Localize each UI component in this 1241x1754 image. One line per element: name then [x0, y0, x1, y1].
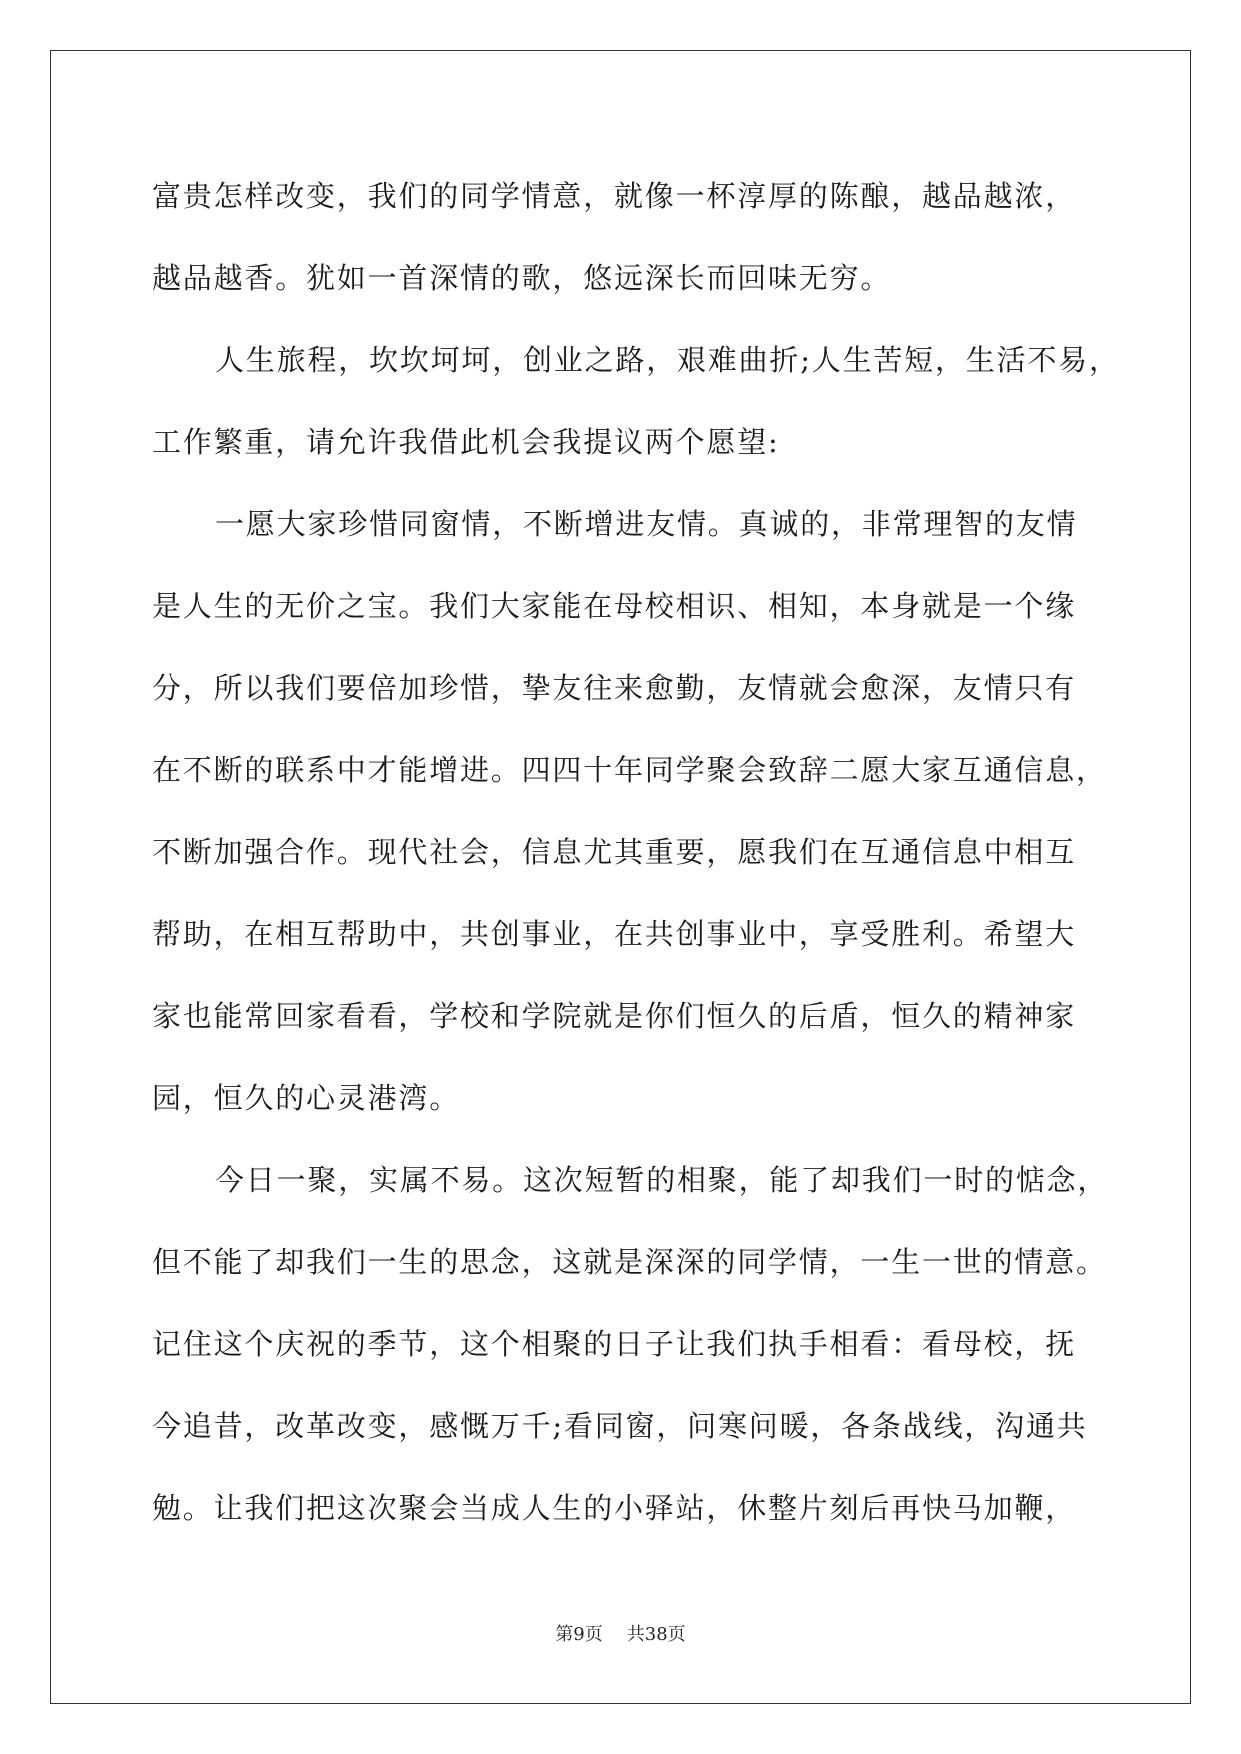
text-line: 富贵怎样改变，我们的同学情意，就像一杯淳厚的陈酿，越品越浓，: [152, 179, 1077, 213]
paragraph-start: 一愿大家珍惜同窗情，不断增进友情。真诚的，非常理智的友情: [215, 507, 1078, 541]
text-line: 工作繁重，请允许我借此机会我提议两个愿望:: [152, 425, 780, 459]
text-line: 帮助，在相互帮助中，共创事业，在共创事业中，享受胜利。希望大: [152, 917, 1077, 951]
paragraph-start: 人生旅程，坎坎坷坷，创业之路，艰难曲折;人生苦短，生活不易，: [215, 343, 1120, 377]
text-line: 今追昔，改革改变，感慨万千;看同窗，问寒问暖，各条战线，沟通共: [152, 1409, 1088, 1443]
paragraph-start: 今日一聚，实属不易。这次短暂的相聚，能了却我们一时的惦念，: [215, 1163, 1109, 1197]
page-footer: [0, 1620, 1241, 1646]
total-page-count: 共38页: [626, 1624, 686, 1645]
text-line: 但不能了却我们一生的思念，这就是深深的同学情，一生一世的情意。: [152, 1245, 1107, 1279]
text-line: 不断加强合作。现代社会，信息尤其重要，愿我们在互通信息中相互: [152, 835, 1077, 869]
text-line: 记住这个庆祝的季节，这个相聚的日子让我们执手相看：看母校，抚: [152, 1327, 1077, 1361]
text-line: 越品越香。犹如一首深情的歌，悠远深长而回味无穷。: [152, 261, 892, 295]
current-page-number: 第9页: [555, 1624, 603, 1645]
document-body: [152, 155, 1120, 1549]
text-line: 在不断的联系中才能增进。四四十年同学聚会致辞二愿大家互通信息，: [152, 753, 1107, 787]
text-line: 是人生的无价之宝。我们大家能在母校相识、相知，本身就是一个缘: [152, 589, 1077, 623]
text-line: 园，恒久的心灵港湾。: [152, 1081, 461, 1115]
text-line: 勉。让我们把这次聚会当成人生的小驿站，休整片刻后再快马加鞭，: [152, 1491, 1077, 1525]
text-line: 家也能常回家看看，学校和学院就是你们恒久的后盾，恒久的精神家: [152, 999, 1077, 1033]
text-line: 分，所以我们要倍加珍惜，挚友往来愈勤，友情就会愈深，友情只有: [152, 671, 1077, 705]
